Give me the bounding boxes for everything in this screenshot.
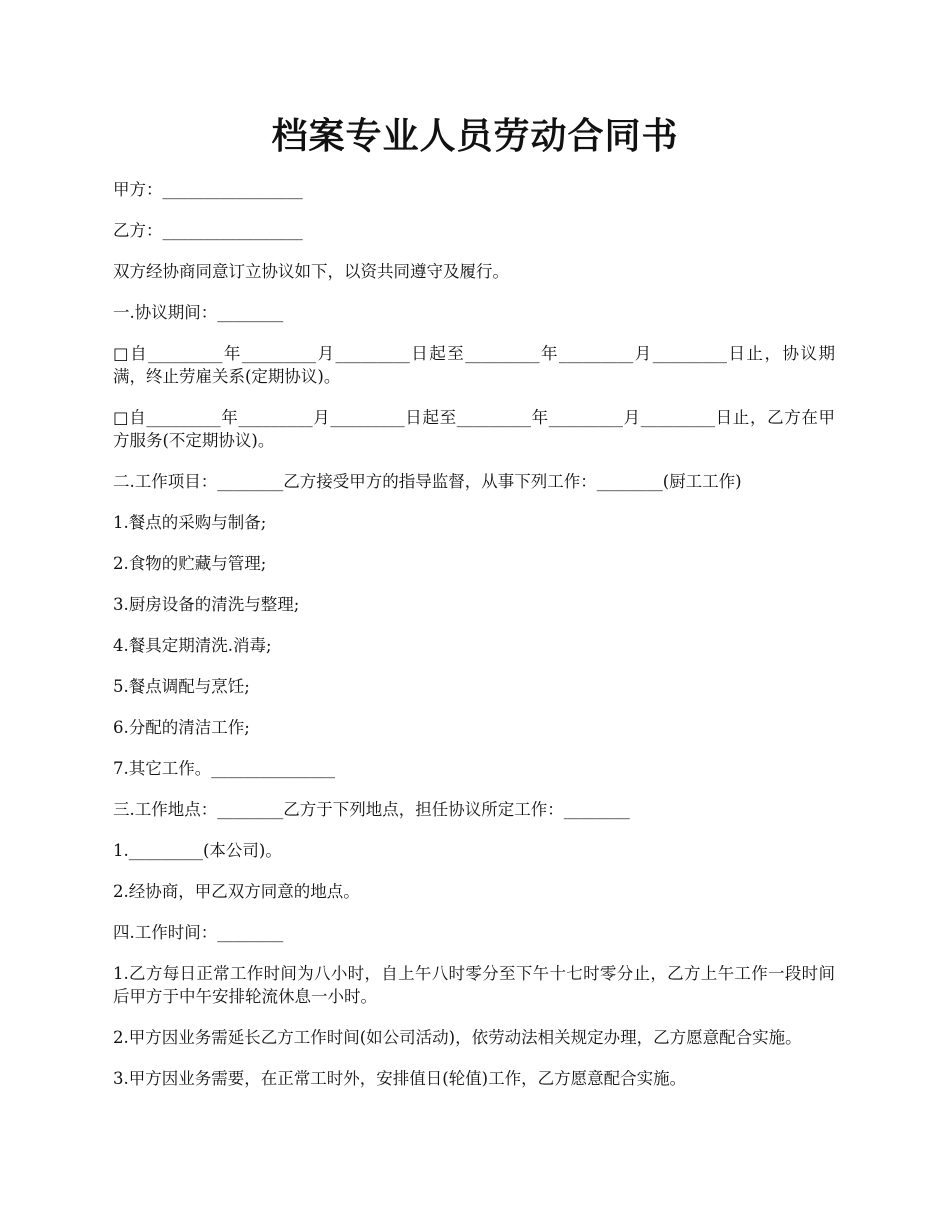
open-term-option: □自_________年_________月_________日起至_________年_________月_________日止，乙方在甲方服务(不定期协议)。 bbox=[113, 408, 835, 450]
document-title: 档案专业人员劳动合同书 bbox=[271, 115, 679, 157]
duty-item-4: 4.餐具定期清洗.消毒; bbox=[113, 636, 272, 655]
section-2-heading: 二.工作项目：________乙方接受甲方的指导监督，从事下列工作：________(厨工工作) bbox=[113, 472, 742, 491]
hours-item-2: 2.甲方因业务需延长乙方工作时间(如公司活动)，依劳动法相关规定办理，乙方愿意配合实施。 bbox=[113, 1028, 802, 1047]
document-body bbox=[113, 178, 835, 1108]
duty-item-2: 2.食物的贮藏与管理; bbox=[113, 554, 267, 573]
fixed-term-option: □自_________年_________月_________日起至_________年_________月_________日止，协议期满，终止劳雇关系(定期协议)。 bbox=[113, 344, 835, 386]
section-4-heading: 四.工作时间：________ bbox=[113, 923, 284, 942]
party-a-line: 甲方：_________________ bbox=[113, 180, 303, 199]
duty-item-1: 1.餐点的采购与制备; bbox=[113, 513, 267, 532]
section-1-heading: 一.协议期间：________ bbox=[113, 303, 284, 322]
duty-item-3: 3.厨房设备的清洗与整理; bbox=[113, 595, 300, 614]
party-b-line: 乙方：_________________ bbox=[113, 221, 303, 240]
duty-item-5: 5.餐点调配与烹饪; bbox=[113, 677, 250, 696]
location-item-1: 1._________(本公司)。 bbox=[113, 841, 282, 860]
hours-item-3: 3.甲方因业务需要，在正常工时外，安排值日(轮值)工作，乙方愿意配合实施。 bbox=[113, 1069, 687, 1088]
location-item-2: 2.经协商，甲乙双方同意的地点。 bbox=[113, 882, 360, 901]
section-3-heading: 三.工作地点：________乙方于下列地点，担任协议所定工作：________ bbox=[113, 800, 630, 819]
agreement-intro: 双方经协商同意订立协议如下，以资共同遵守及履行。 bbox=[113, 262, 509, 281]
duty-item-6: 6.分配的清洁工作; bbox=[113, 718, 250, 737]
hours-item-1: 1.乙方每日正常工作时间为八小时，自上午八时零分至下午十七时零分止，乙方上午工作一段时间后甲方于中午安排轮流休息一小时。 bbox=[113, 964, 835, 1006]
duty-item-7: 7.其它工作。_______________ bbox=[113, 759, 335, 778]
